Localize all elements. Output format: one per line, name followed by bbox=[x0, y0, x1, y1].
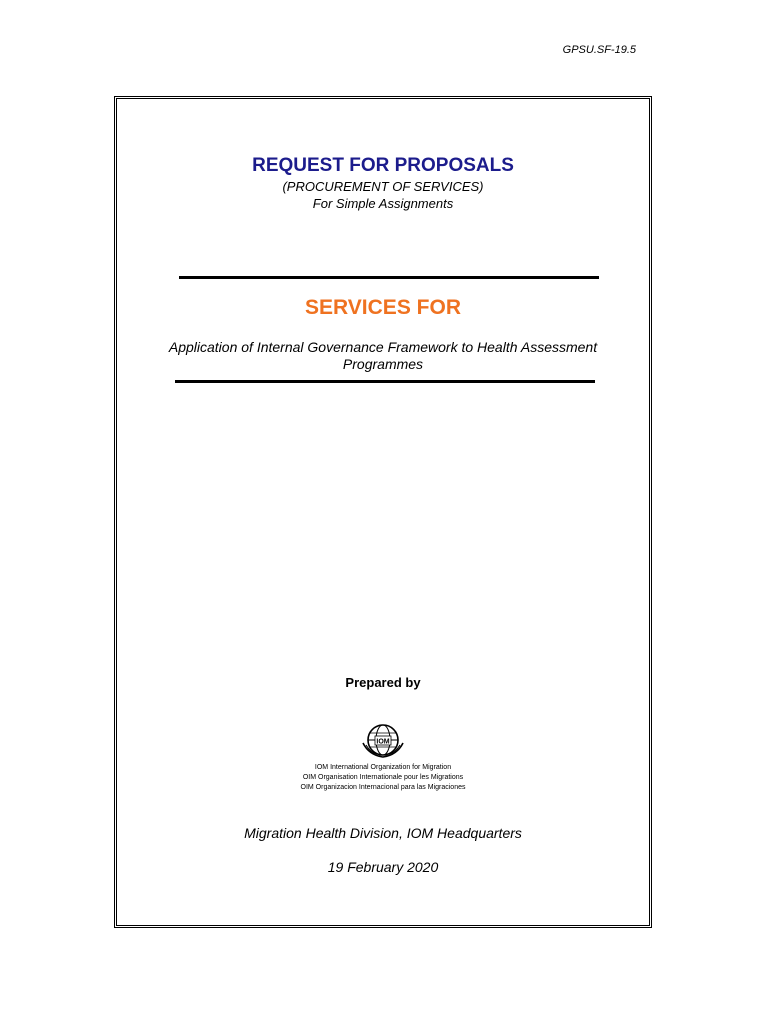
iom-logo-line-fr: OIM Organisation Internationale pour les Migrations bbox=[302, 774, 464, 781]
document-date: 19 February 2020 bbox=[327, 859, 439, 875]
divider-top bbox=[179, 276, 599, 279]
document-subtitle-2: For Simple Assignments bbox=[312, 196, 454, 211]
iom-logo bbox=[117, 721, 649, 766]
document-code: GPSU.SF-19.5 bbox=[562, 44, 636, 56]
iom-logo-text bbox=[117, 763, 649, 793]
document-subtitle: (PROCUREMENT OF SERVICES) bbox=[282, 179, 484, 194]
iom-logo-line-es: OIM Organizacion Internacional para las Migraciones bbox=[300, 784, 466, 791]
prepared-by-label: Prepared by bbox=[345, 675, 421, 690]
cover-frame bbox=[114, 96, 652, 928]
division-name: Migration Health Division, IOM Headquarters bbox=[244, 825, 522, 841]
divider-bottom bbox=[175, 380, 595, 383]
document-title: REQUEST FOR PROPOSALS bbox=[252, 155, 514, 176]
iom-emblem-icon bbox=[361, 721, 405, 761]
services-description: Application of Internal Governance Framework to Health Assessment Programmes bbox=[168, 339, 598, 372]
services-heading: SERVICES FOR bbox=[305, 296, 461, 319]
iom-emblem-text: IOM bbox=[376, 738, 390, 746]
iom-logo-line-en: IOM International Organization for Migration bbox=[314, 764, 452, 771]
